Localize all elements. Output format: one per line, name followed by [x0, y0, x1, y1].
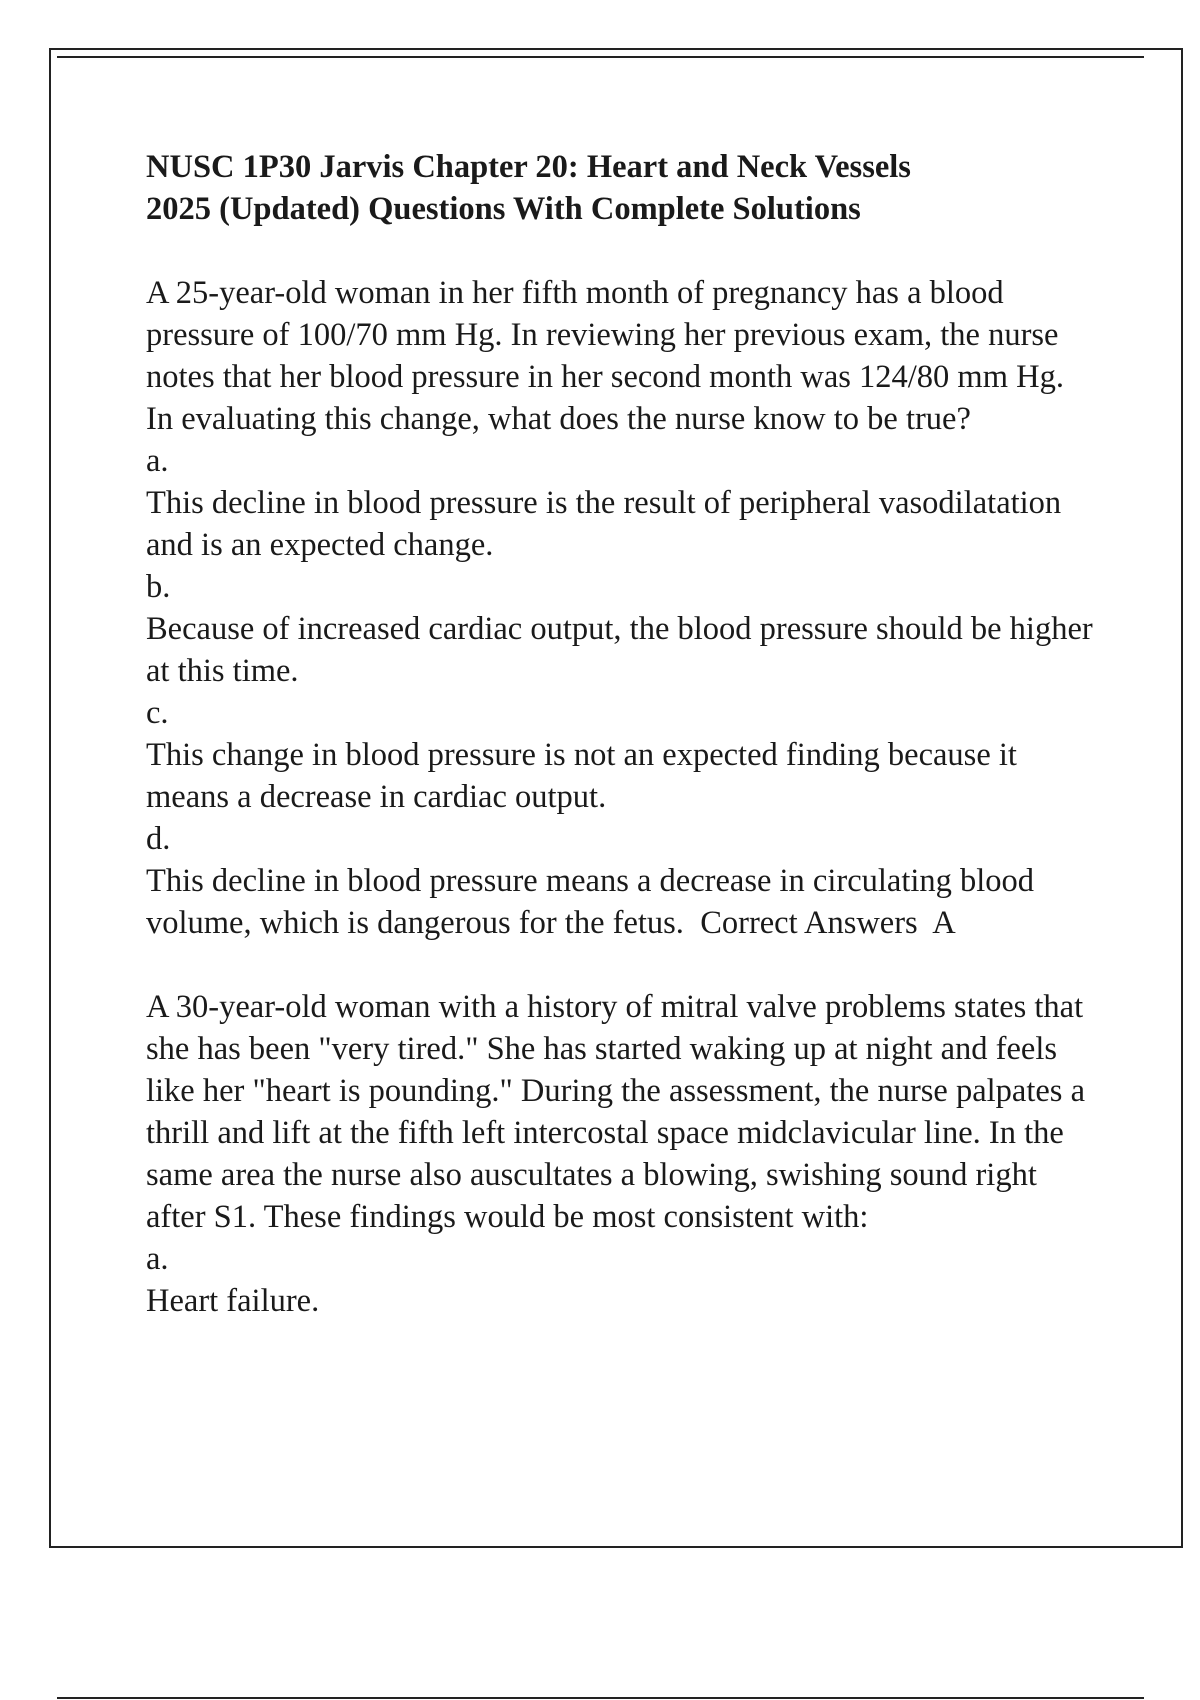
top-rule [57, 56, 1144, 58]
document-title [146, 146, 1096, 230]
option-text: This change in blood pressure is not an expected finding because it means a decrease in cardiac output. [146, 737, 1017, 815]
document-body [146, 146, 1096, 1322]
option-text: This decline in blood pressure means a decrease in circulating blood volume, which is dangerous for the fetus. [146, 863, 1035, 941]
option-letter: c. [146, 695, 169, 731]
title-line-1: NUSC 1P30 Jarvis Chapter 20: Heart and Neck Vessels [146, 149, 911, 185]
answer-label: Correct Answers [700, 905, 918, 941]
option-letter: a. [146, 443, 169, 479]
option-text: Heart failure. [146, 1283, 320, 1319]
option-letter: d. [146, 821, 171, 857]
bottom-rule [57, 1697, 1144, 1699]
question-stem: A 30-year-old woman with a history of mitral valve problems states that she has been "very tired." She has started waking up at night and feels like her "heart is pounding." During the assessment, the nurse palpates a thrill and lift at the fifth left intercostal space midclavicular line. In the same area the nurse also auscultates a blowing, swishing sound right after S1. These findings would be most consistent with: [146, 989, 1086, 1235]
option-text-with-answer [146, 860, 1096, 944]
question-1 [146, 272, 1096, 944]
option-text: This decline in blood pressure is the result of peripheral vasodilatation and is an expected change. [146, 485, 1062, 563]
title-line-2: 2025 (Updated) Questions With Complete Solutions [146, 191, 861, 227]
option-letter: b. [146, 569, 171, 605]
question-2 [146, 986, 1096, 1322]
option-text: Because of increased cardiac output, the blood pressure should be higher at this time. [146, 611, 1093, 689]
answer-value: A [932, 905, 956, 941]
option-letter: a. [146, 1241, 169, 1277]
question-stem: A 25-year-old woman in her fifth month of pregnancy has a blood pressure of 100/70 mm Hg. In reviewing her previous exam, the nurse notes that her blood pressure in her second month was 124/80 mm Hg. In evaluating this change, what does the nurse know to be true? [146, 275, 1064, 437]
question-spacer [146, 944, 1096, 986]
